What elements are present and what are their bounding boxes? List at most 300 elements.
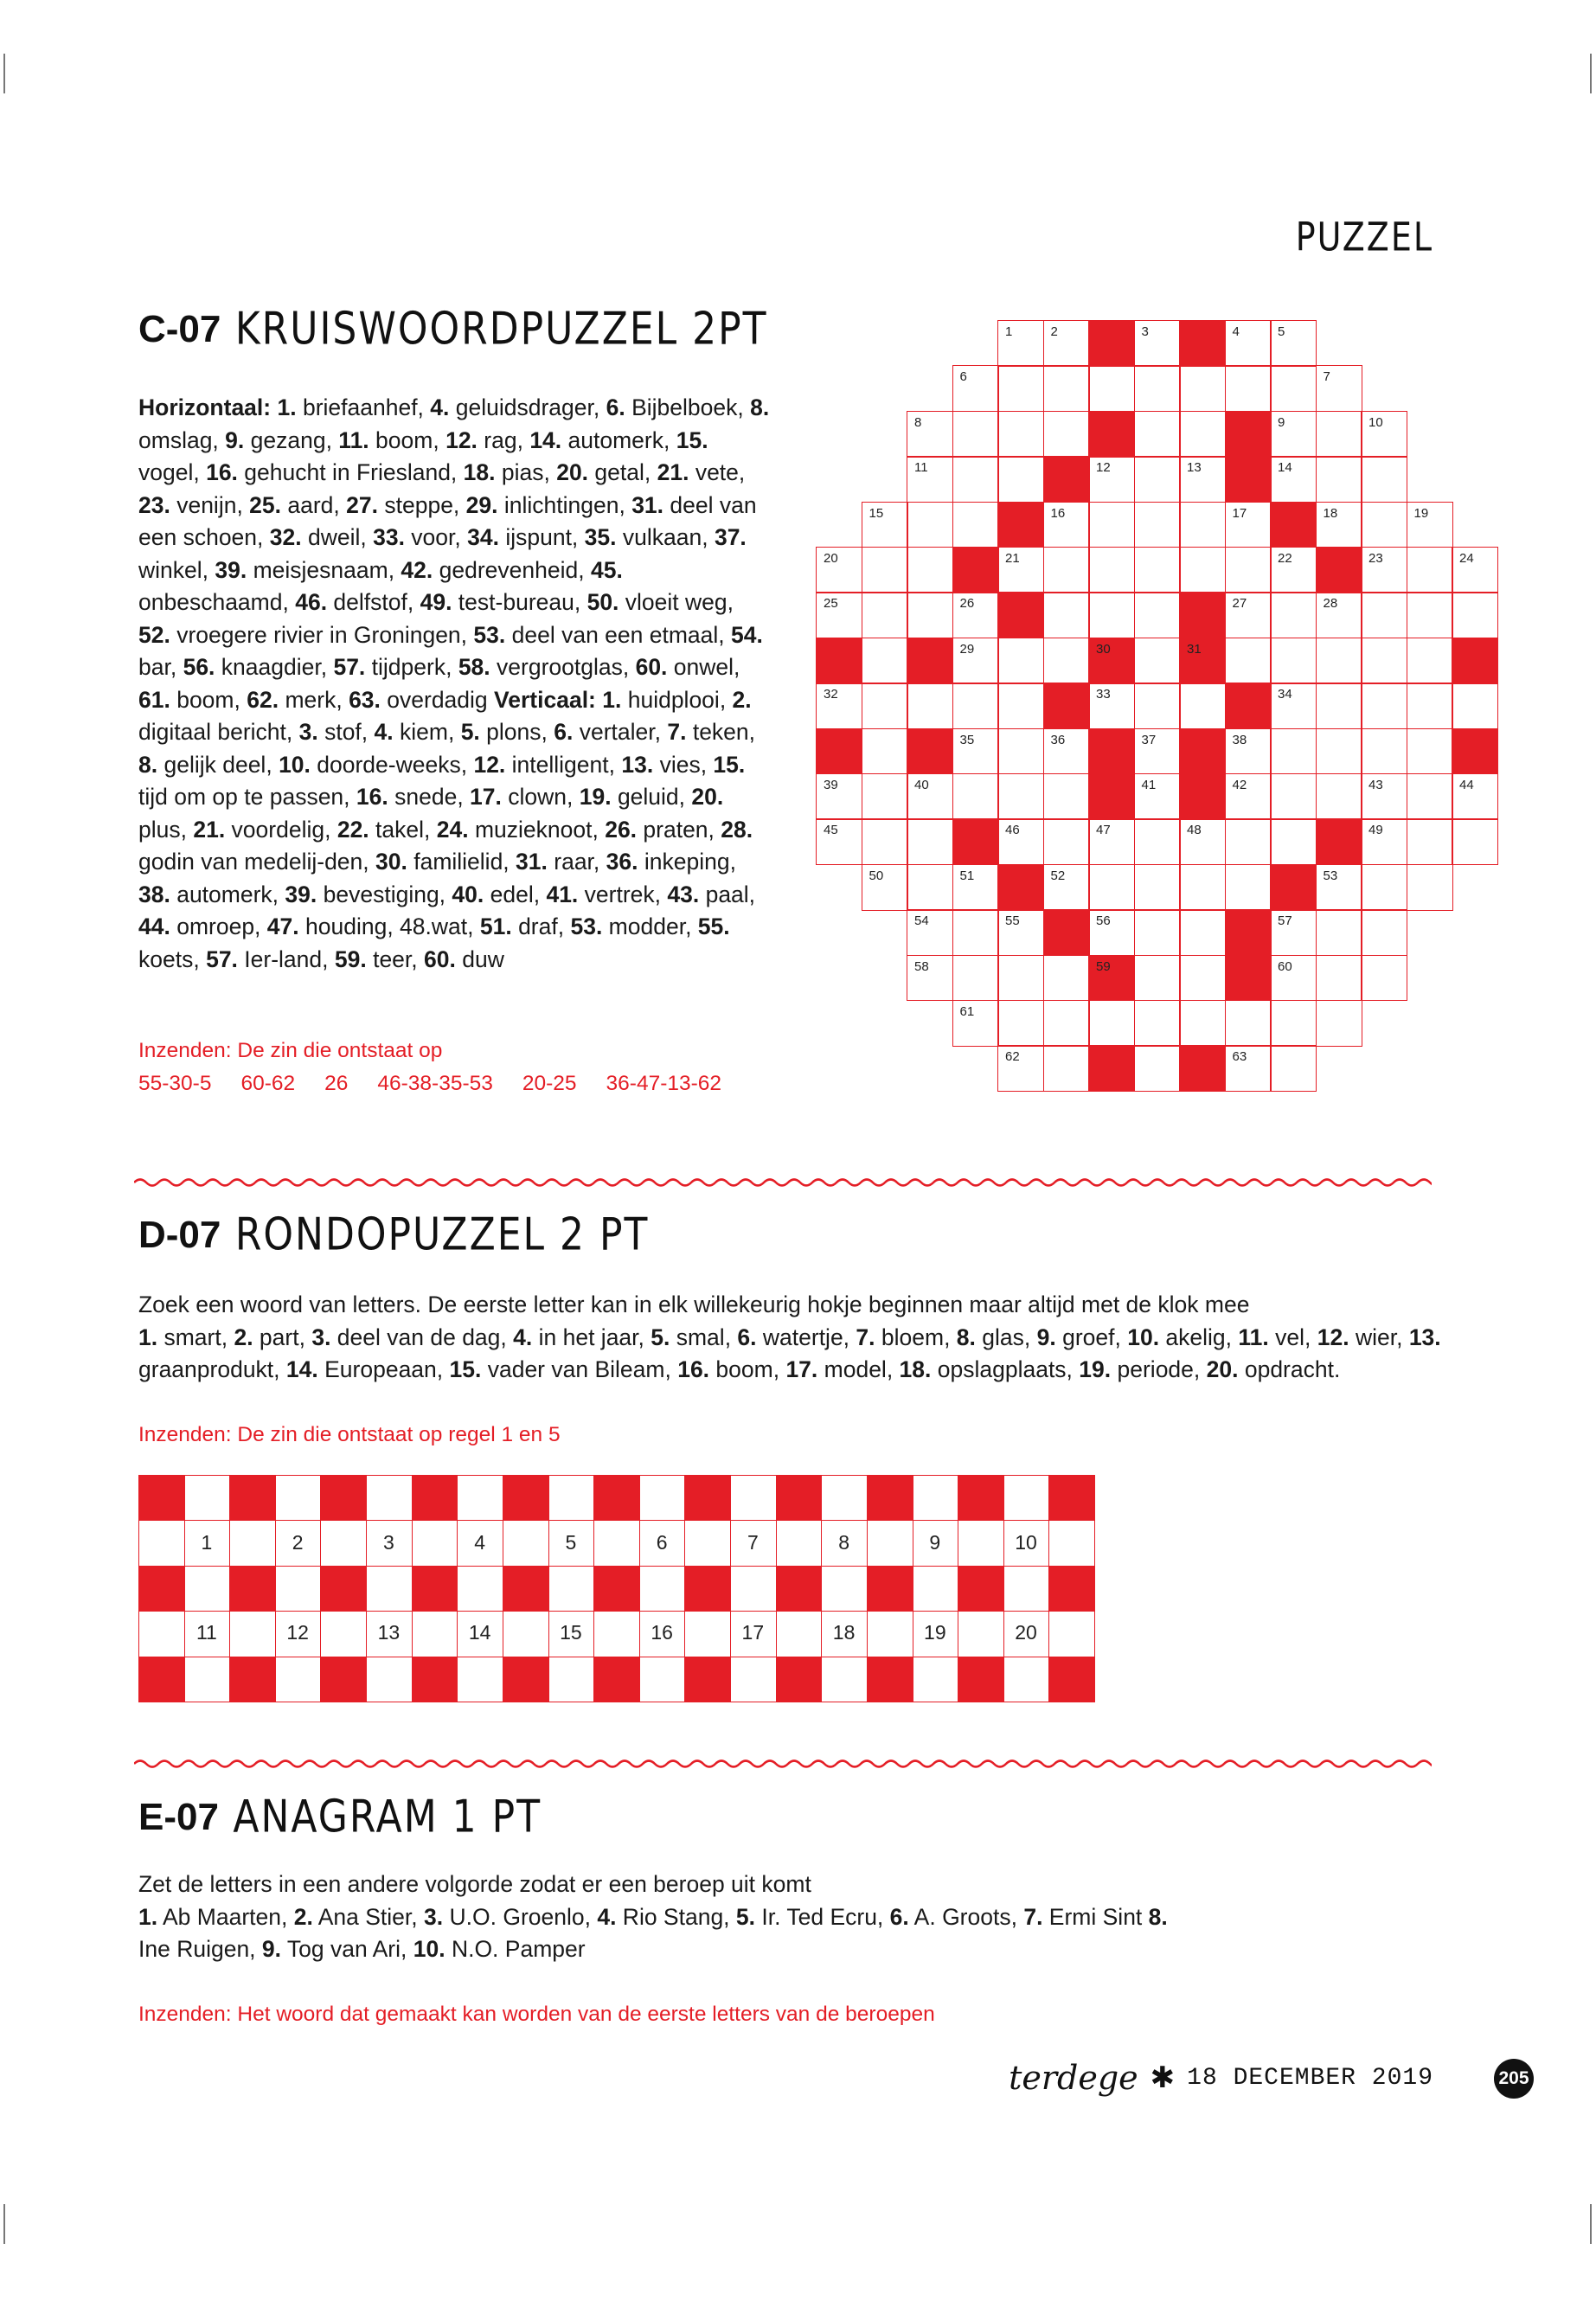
vertical-heading: Verticaal: [494, 686, 603, 713]
crossword-cell[interactable] [952, 728, 999, 775]
crossword-cell[interactable] [1043, 1000, 1090, 1047]
crossword-cell[interactable] [1452, 592, 1498, 638]
vertical-clue-text: bevestiging, [317, 881, 452, 907]
crossword-cell[interactable] [1407, 547, 1453, 593]
c07-heading [138, 303, 768, 356]
crossword-cell[interactable] [1179, 955, 1226, 1002]
rondo-cell[interactable] [958, 1611, 1004, 1657]
crossword-cell-number: 41 [1141, 778, 1157, 792]
crossword-cell[interactable] [1361, 864, 1407, 911]
horizontal-clue-text: steppe, [378, 491, 466, 518]
crossword-cell[interactable] [1316, 955, 1362, 1002]
crossword-cell[interactable] [1179, 547, 1226, 593]
crossword-cell[interactable] [1316, 411, 1362, 458]
horizontal-clue-text: meisjesnaam, [247, 556, 401, 583]
crossword-cell[interactable] [1270, 547, 1317, 593]
rondo-cell[interactable] [138, 1611, 185, 1657]
crossword-cell[interactable] [952, 456, 999, 503]
crossword-cell[interactable] [1270, 456, 1317, 503]
vertical-clue-number: 38. [138, 881, 170, 907]
crossword-cell[interactable] [1407, 728, 1453, 775]
crossword-cell[interactable] [1316, 728, 1362, 775]
crossword-cell[interactable] [862, 502, 908, 548]
crossword-cell[interactable] [1134, 320, 1181, 367]
crossword-cell[interactable] [1270, 638, 1317, 684]
crossword-cell[interactable] [1225, 547, 1272, 593]
crossword-cell[interactable] [862, 864, 908, 911]
crossword-cell[interactable] [1134, 1000, 1181, 1047]
crossword-cell[interactable] [1407, 592, 1453, 638]
crossword-cell[interactable] [997, 728, 1044, 775]
rondo-clue-number: 7. [856, 1324, 875, 1350]
horizontal-clue-number: 50. [586, 589, 619, 615]
crossword-cell[interactable] [997, 683, 1044, 729]
c07-code: C-07 [138, 308, 221, 350]
rondo-red-cell [320, 1657, 367, 1702]
crossword-cell[interactable] [1270, 365, 1317, 412]
rondo-number: 10 [1015, 1530, 1037, 1554]
rondo-cell[interactable] [457, 1657, 503, 1702]
crossword-cell[interactable] [1134, 502, 1181, 548]
rondo-clue-text: groef, [1055, 1324, 1128, 1350]
e07-title: ANAGRAM 1 PT [233, 1791, 542, 1843]
rondo-cell[interactable] [320, 1611, 367, 1657]
crossword-cell[interactable] [1225, 592, 1272, 638]
crossword-cell[interactable] [1361, 773, 1407, 820]
crossword-cell[interactable] [1316, 773, 1362, 820]
crossword-cell[interactable] [952, 955, 999, 1002]
crossword-cell[interactable] [997, 955, 1044, 1002]
rondo-cell[interactable] [821, 1657, 868, 1702]
crossword-cell[interactable] [1361, 411, 1407, 458]
crossword-black-cell [1088, 320, 1135, 367]
crossword-cell[interactable] [1043, 818, 1090, 865]
crossword-cell[interactable] [1452, 773, 1498, 820]
crossword-cell[interactable] [1270, 955, 1317, 1002]
crossword-cell[interactable] [1316, 683, 1362, 729]
crossword-cell[interactable] [1270, 1000, 1317, 1047]
crossword-cell[interactable] [1043, 547, 1090, 593]
rondo-cell[interactable] [1048, 1611, 1095, 1657]
vertical-clue-text: draf, [511, 913, 571, 939]
rondo-cell[interactable] [366, 1475, 413, 1521]
crossword-cell[interactable] [862, 773, 908, 820]
rondo-clue-text: opslagplaats, [931, 1356, 1080, 1382]
vertical-clue-number: 24. [436, 816, 469, 843]
crossword-cell[interactable] [1134, 547, 1181, 593]
rondo-cell[interactable] [457, 1475, 503, 1521]
crossword-cell-number: 49 [1368, 823, 1383, 838]
horizontal-clue-number: 1. [277, 394, 297, 420]
crossword-cell[interactable] [1088, 864, 1135, 911]
rondo-red-cell [776, 1475, 823, 1521]
crossword-cell[interactable] [1361, 728, 1407, 775]
rondo-red-cell [684, 1566, 731, 1612]
horizontal-clue-number: 37. [714, 524, 747, 550]
crossword-cell[interactable] [1043, 592, 1090, 638]
crossword-cell[interactable] [1407, 818, 1453, 865]
rondo-cell[interactable] [184, 1475, 231, 1521]
horizontal-heading: Horizontaal: [138, 394, 278, 420]
rondo-cell[interactable] [913, 1657, 959, 1702]
crossword-cell-number: 48 [1187, 823, 1202, 838]
crossword-cell[interactable] [862, 728, 908, 775]
rondo-cell[interactable] [412, 1611, 458, 1657]
rondo-cell[interactable] [412, 1520, 458, 1566]
rondo-cell[interactable] [684, 1611, 731, 1657]
crossword-cell[interactable] [1134, 638, 1181, 684]
crossword-cell[interactable] [1134, 592, 1181, 638]
crossword-cell[interactable] [1270, 592, 1317, 638]
crossword-cell[interactable] [1134, 1045, 1181, 1092]
crossword-cell[interactable] [1225, 773, 1272, 820]
crossword-cell[interactable] [952, 864, 999, 911]
crossword-cell[interactable] [1088, 547, 1135, 593]
vertical-clue-text: plus, [138, 816, 194, 843]
crossword-cell[interactable] [1361, 909, 1407, 956]
rondo-cell[interactable] [366, 1566, 413, 1612]
rondo-cell[interactable] [184, 1566, 231, 1612]
rondo-red-cell [958, 1566, 1004, 1612]
crossword-cell[interactable] [1225, 864, 1272, 911]
crossword-cell[interactable] [1316, 502, 1362, 548]
crossword-cell-number: 20 [824, 551, 838, 566]
crossword-cell[interactable] [1407, 502, 1453, 548]
crossword-cell[interactable] [907, 909, 953, 956]
crossword-cell-number: 58 [914, 958, 929, 974]
crossword-cell[interactable] [952, 1000, 999, 1047]
crossword-cell[interactable] [1134, 683, 1181, 729]
crossword-cell[interactable] [1088, 365, 1135, 412]
crossword-cell[interactable] [952, 638, 999, 684]
crossword-cell[interactable] [816, 547, 862, 593]
crossword-cell[interactable] [862, 818, 908, 865]
crossword-cell[interactable] [1179, 1000, 1226, 1047]
horizontal-clue-text: geluidsdrager, [449, 394, 606, 420]
vertical-clue-text: duw [455, 945, 504, 972]
crossword-cell[interactable] [816, 683, 862, 729]
rondo-cell[interactable] [776, 1611, 823, 1657]
rondo-cell[interactable] [639, 1475, 686, 1521]
footer [1009, 2059, 1433, 2097]
crossword-cell[interactable] [1225, 365, 1272, 412]
crossword-cell[interactable] [952, 365, 999, 412]
crossword-cell[interactable] [1316, 456, 1362, 503]
rondo-cell[interactable] [639, 1657, 686, 1702]
rondo-clue-text: periode, [1111, 1356, 1207, 1382]
crossword-cell[interactable] [1043, 502, 1090, 548]
crossword-cell[interactable] [1179, 909, 1226, 956]
crossword-cell[interactable] [997, 411, 1044, 458]
crossword-cell[interactable] [1361, 638, 1407, 684]
crossword-cell[interactable] [1088, 909, 1135, 956]
crossword-cell[interactable] [1043, 955, 1090, 1002]
crossword-cell[interactable] [1361, 818, 1407, 865]
crossword-cell[interactable] [1088, 818, 1135, 865]
rondo-cell[interactable] [1003, 1475, 1050, 1521]
rondo-cell[interactable] [593, 1520, 640, 1566]
crossword-cell[interactable] [952, 773, 999, 820]
crossword-cell[interactable] [907, 683, 953, 729]
crossword-cell[interactable] [1316, 864, 1362, 911]
crossword-cell[interactable] [952, 592, 999, 638]
crossword-cell[interactable] [1407, 638, 1453, 684]
crossword-cell[interactable] [1043, 864, 1090, 911]
crossword-cell[interactable] [1043, 638, 1090, 684]
crossword-cell[interactable] [1361, 502, 1407, 548]
rondo-cell[interactable] [776, 1520, 823, 1566]
crossword-cell[interactable] [1361, 683, 1407, 729]
crossword-cell[interactable] [862, 547, 908, 593]
crossword-cell[interactable] [1225, 728, 1272, 775]
crossword-cell-number: 3 [1141, 324, 1149, 339]
rondo-cell[interactable] [1003, 1657, 1050, 1702]
crossword-cell[interactable] [907, 818, 953, 865]
crossword-cell[interactable] [997, 909, 1044, 956]
rondo-cell[interactable] [821, 1475, 868, 1521]
rondo-cell[interactable] [1003, 1566, 1050, 1612]
crossword-cell[interactable] [816, 818, 862, 865]
rondo-cell[interactable] [138, 1520, 185, 1566]
crossword-cell[interactable] [1361, 547, 1407, 593]
crossword-cell[interactable] [1270, 320, 1317, 367]
rondo-cell[interactable] [730, 1475, 777, 1521]
crossword-cell[interactable] [997, 547, 1044, 593]
rondo-number: 13 [377, 1621, 401, 1644]
rondo-cell[interactable] [639, 1566, 686, 1612]
crossword-black-cell [1225, 909, 1272, 956]
crossword-cell[interactable] [862, 638, 908, 684]
crossword-cell[interactable] [907, 864, 953, 911]
horizontal-clue-text: venijn, [170, 491, 250, 518]
crossword-cell-number: 2 [1050, 324, 1058, 339]
rondo-cell[interactable] [229, 1611, 276, 1657]
crossword-cell[interactable] [907, 592, 953, 638]
crossword-cell-number: 37 [1141, 732, 1157, 747]
rondo-clue-text: boom, [709, 1356, 786, 1382]
crossword-cell[interactable] [1452, 683, 1498, 729]
crossword-cell[interactable] [997, 456, 1044, 503]
crossword-cell[interactable] [1361, 592, 1407, 638]
rondo-red-cell [138, 1475, 185, 1521]
crossword-cell[interactable] [1043, 1045, 1090, 1092]
crossword-cell[interactable] [862, 683, 908, 729]
crossword-cell[interactable] [1088, 1000, 1135, 1047]
crossword-cell[interactable] [1043, 728, 1090, 775]
crossword-cell[interactable] [907, 502, 953, 548]
crossword-cell[interactable] [1316, 909, 1362, 956]
vertical-clue-text: huidplooi, [621, 686, 733, 713]
crossword-cell[interactable] [1225, 818, 1272, 865]
crossword-cell[interactable] [1134, 909, 1181, 956]
crop-mark-top-right [1590, 54, 1592, 93]
crossword-cell[interactable] [1270, 1045, 1317, 1092]
crossword-cell[interactable] [997, 320, 1044, 367]
crossword-cell[interactable] [907, 456, 953, 503]
crossword-cell[interactable] [1134, 818, 1181, 865]
rondo-clue-text: model, [817, 1356, 900, 1382]
rondo-clue-number: 1. [138, 1324, 158, 1350]
crossword-cell[interactable] [952, 909, 999, 956]
wave-divider [134, 1756, 1432, 1772]
rondo-clue-number: 2. [234, 1324, 253, 1350]
submit-group: 60-62 [240, 1072, 296, 1095]
crossword-cell[interactable] [1043, 365, 1090, 412]
rondo-cell[interactable] [684, 1520, 731, 1566]
crossword-cell[interactable] [1270, 909, 1317, 956]
crossword-cell[interactable] [1270, 683, 1317, 729]
crossword-cell-number: 60 [1278, 958, 1292, 974]
rondo-cell[interactable] [913, 1566, 959, 1612]
rondo-cell[interactable] [457, 1566, 503, 1612]
crossword-black-cell [1088, 638, 1135, 684]
crossword-cell-number: 21 [1005, 551, 1020, 566]
crossword-cell[interactable] [1316, 592, 1362, 638]
rondo-red-cell [1048, 1475, 1095, 1521]
crossword-cell[interactable] [997, 1045, 1044, 1092]
crossword-cell[interactable] [907, 773, 953, 820]
rondo-cell[interactable] [593, 1611, 640, 1657]
rondo-cell[interactable] [1048, 1520, 1095, 1566]
crossword-cell[interactable] [952, 683, 999, 729]
rondo-cell[interactable] [320, 1520, 367, 1566]
crossword-cell[interactable] [997, 1000, 1044, 1047]
crossword-cell[interactable] [1179, 502, 1226, 548]
horizontal-clue-number: 4. [430, 394, 450, 420]
anagram-clue-number: 1. [138, 1903, 158, 1930]
crossword-cell[interactable] [1270, 411, 1317, 458]
c07-title: KRUISWOORDPUZZEL 2PT [234, 303, 768, 356]
crossword-cell[interactable] [1225, 502, 1272, 548]
rondo-clue-number: 10. [1127, 1324, 1160, 1350]
crossword-cell[interactable] [1134, 955, 1181, 1002]
vertical-clue-number: 12. [473, 751, 506, 778]
d07-title: RONDOPUZZEL 2 PT [234, 1208, 650, 1261]
crossword-cell[interactable] [1361, 955, 1407, 1002]
rondo-cell[interactable] [184, 1657, 231, 1702]
crossword-cell[interactable] [816, 592, 862, 638]
crossword-cell[interactable] [1179, 683, 1226, 729]
crossword-cell[interactable] [1043, 320, 1090, 367]
crossword-cell[interactable] [1134, 728, 1181, 775]
horizontal-clue-number: 32. [269, 524, 302, 550]
section-label: PUZZEL [1295, 214, 1433, 260]
crossword-cell[interactable] [1179, 411, 1226, 458]
crossword-cell[interactable] [1225, 320, 1272, 367]
crossword-cell[interactable] [1134, 773, 1181, 820]
crossword-cell[interactable] [1407, 773, 1453, 820]
crossword-cell[interactable] [1407, 864, 1453, 911]
rondo-red-cell [503, 1475, 549, 1521]
crossword-cell[interactable] [1361, 456, 1407, 503]
crossword-cell[interactable] [1043, 411, 1090, 458]
rondo-cell[interactable] [548, 1475, 595, 1521]
rondo-cell[interactable] [229, 1520, 276, 1566]
crossword-cell[interactable] [997, 818, 1044, 865]
vertical-clue-text: raar, [547, 849, 606, 875]
crossword-cell[interactable] [907, 955, 953, 1002]
crossword-cell[interactable] [1088, 592, 1135, 638]
crossword-cell[interactable] [1088, 683, 1135, 729]
rondo-cell[interactable] [548, 1657, 595, 1702]
crossword-cell[interactable] [1134, 456, 1181, 503]
crossword-cell[interactable] [1134, 411, 1181, 458]
rondo-red-cell [412, 1566, 458, 1612]
crossword-cell[interactable] [1088, 502, 1135, 548]
rondo-cell[interactable] [867, 1611, 913, 1657]
rondo-cell[interactable] [503, 1520, 549, 1566]
rondo-red-cell [958, 1657, 1004, 1702]
rondo-cell[interactable] [730, 1657, 777, 1702]
crossword-cell[interactable] [1452, 547, 1498, 593]
c07-clue-text [138, 394, 769, 972]
crossword-cell[interactable] [1179, 365, 1226, 412]
rondo-cell[interactable] [366, 1657, 413, 1702]
crossword-cell[interactable] [1270, 728, 1317, 775]
rondo-clue-text: bloem, [875, 1324, 957, 1350]
crossword-cell[interactable] [997, 365, 1044, 412]
crossword-cell-number: 62 [1005, 1049, 1020, 1065]
crossword-cell[interactable] [997, 638, 1044, 684]
crossword-black-cell [1088, 955, 1135, 1002]
crossword-cell[interactable] [1043, 773, 1090, 820]
crossword-cell-number: 44 [1459, 778, 1474, 792]
crossword-cell[interactable] [1134, 864, 1181, 911]
crossword-cell[interactable] [997, 773, 1044, 820]
rondo-cell[interactable] [958, 1520, 1004, 1566]
crossword-cell[interactable] [952, 411, 999, 458]
rondo-cell[interactable] [821, 1566, 868, 1612]
rondo-cell[interactable] [503, 1611, 549, 1657]
crossword-cell[interactable] [816, 773, 862, 820]
c07-submit-groups [138, 1067, 830, 1100]
crossword-cell[interactable] [1225, 638, 1272, 684]
vertical-clue-text: godin van medelij-den, [138, 849, 376, 875]
crossword-cell[interactable] [1316, 1000, 1362, 1047]
crossword-cell[interactable] [1316, 638, 1362, 684]
crossword-cell[interactable] [862, 592, 908, 638]
crossword-cell[interactable] [1452, 818, 1498, 865]
crossword-cell[interactable] [1179, 864, 1226, 911]
rondo-cell[interactable] [275, 1657, 322, 1702]
rondo-cell[interactable] [275, 1566, 322, 1612]
rondo-cell[interactable] [913, 1475, 959, 1521]
rondo-cell[interactable] [867, 1520, 913, 1566]
crossword-cell[interactable] [1088, 456, 1135, 503]
rondo-cell[interactable] [548, 1566, 595, 1612]
crossword-cell[interactable] [1179, 818, 1226, 865]
crossword-cell[interactable] [1179, 456, 1226, 503]
vertical-clue-text: digitaal bericht, [138, 719, 299, 745]
crossword-cell[interactable] [1270, 818, 1317, 865]
crossword-cell-number: 42 [1232, 778, 1247, 792]
crossword-cell[interactable] [952, 502, 999, 548]
rondo-clue-text: opdracht. [1238, 1356, 1341, 1382]
crossword-cell[interactable] [1225, 1000, 1272, 1047]
crossword-cell[interactable] [1225, 1045, 1272, 1092]
vertical-clue-text: vertrek, [578, 881, 668, 907]
crossword-cell[interactable] [907, 411, 953, 458]
crossword-cell[interactable] [1270, 773, 1317, 820]
rondo-number: 16 [651, 1621, 673, 1644]
crossword-black-cell [997, 592, 1044, 638]
rondo-cell[interactable] [275, 1475, 322, 1521]
crossword-cell[interactable] [1407, 683, 1453, 729]
crossword-cell[interactable] [907, 547, 953, 593]
crossword-cell[interactable] [1134, 365, 1181, 412]
rondo-cell[interactable] [730, 1566, 777, 1612]
crossword-cell[interactable] [1316, 365, 1362, 412]
